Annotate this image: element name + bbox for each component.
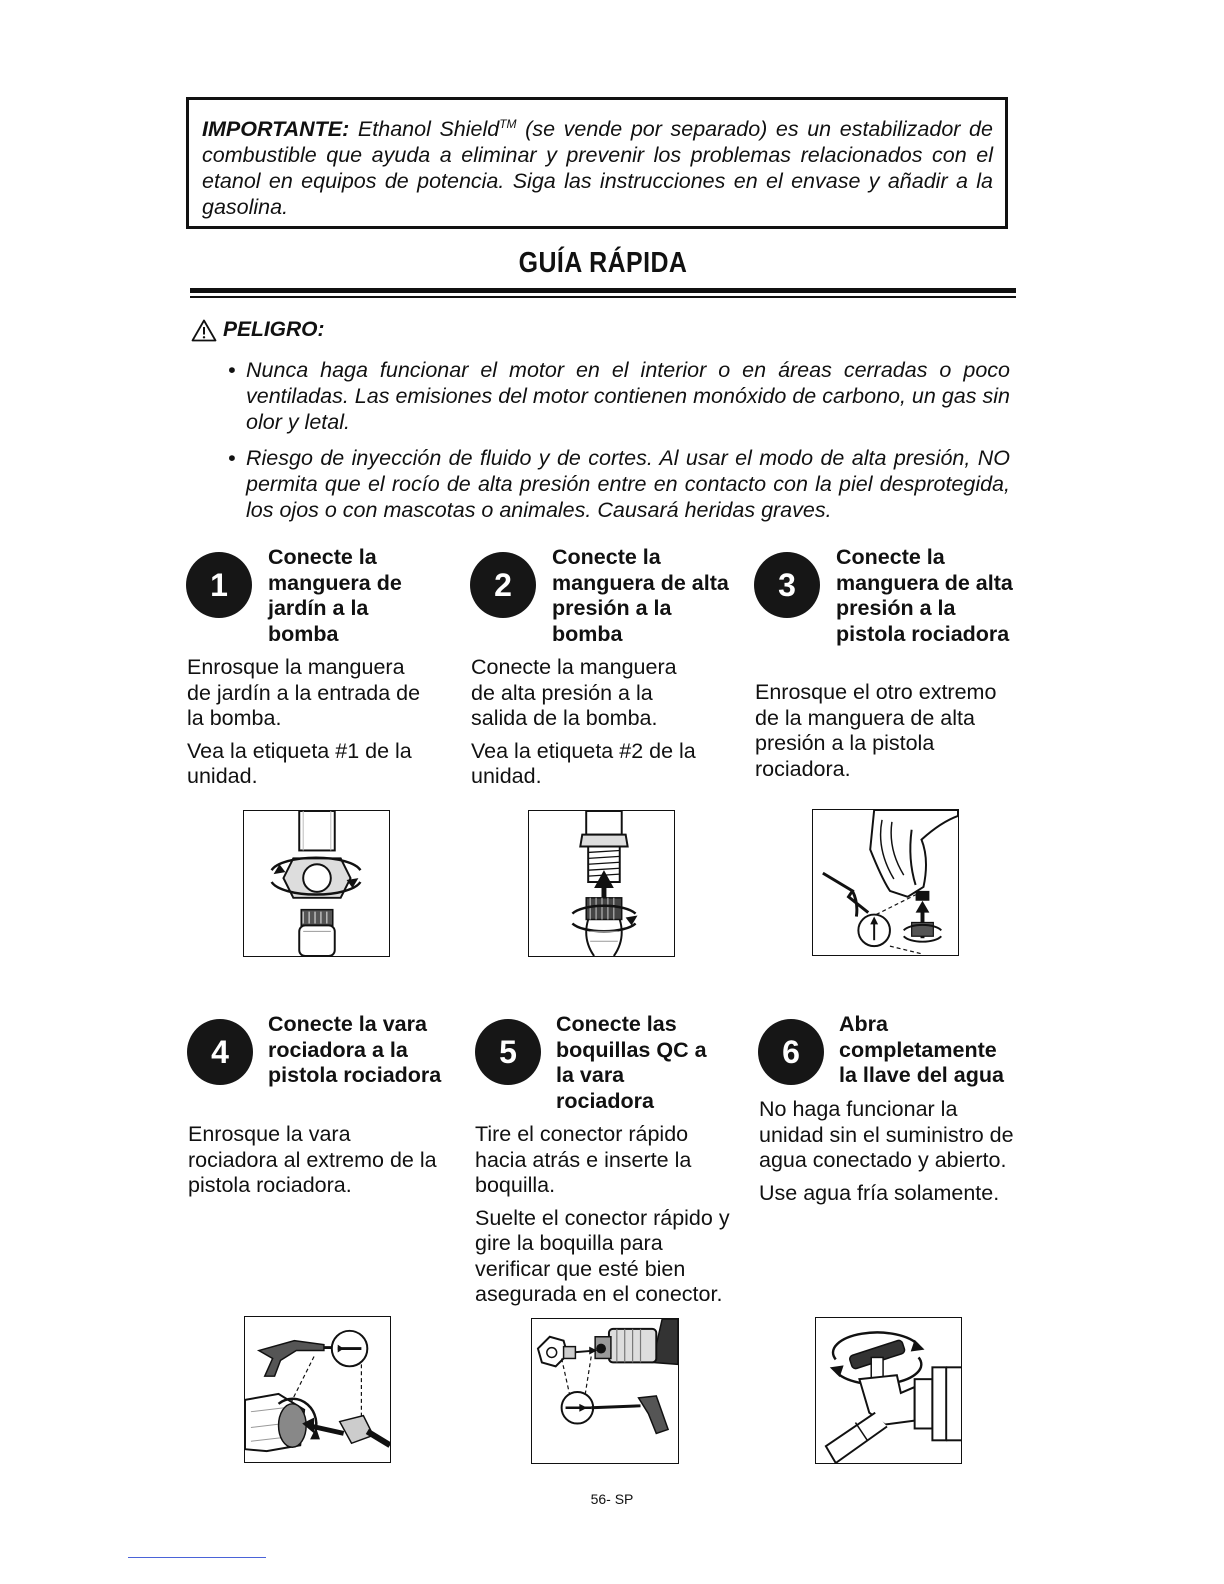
step-number-badge: 3: [754, 552, 820, 618]
step-body: [187, 655, 432, 797]
notice-brand: Ethanol Shield: [357, 117, 500, 141]
step-body: [755, 680, 1010, 789]
figure-qc-nozzle-wand: [531, 1318, 679, 1464]
step-instruction: Enrosque la vara rociadora al extremo de la pistola rociadora.: [188, 1122, 437, 1197]
step-heading: Conecte la manguera de jardín a la bomba: [268, 545, 402, 646]
notice-tm: TM: [499, 116, 517, 131]
step-instruction: Use agua fría solamente.: [759, 1180, 1000, 1205]
danger-bullet: • Riesgo de inyección de fluido y de cortes. Al usar el modo de alta presión, NO permita que el rocío de alta presión entre en contacto con la piel desprotegida, los ojos o con mascotas o animales. Causará heridas graves.: [228, 446, 1010, 522]
step-instruction: Enrosque el otro extremo de la manguera de alta presión a la pistola rociadora.: [755, 680, 997, 781]
notice-text: (se vende por separado) es un estabilizador de combustible que ayuda a eliminar y prevenir los problemas relacionados con el etanol en equipos de potencia. Siga las instrucciones en el envase y añadir a la gasolina.: [202, 117, 993, 219]
footer-rule: [128, 1557, 266, 1558]
step-body: [471, 655, 701, 797]
figure-pressure-hose-pump: [528, 810, 675, 957]
step-heading: Conecte la manguera de alta presión a la pistola rociadora: [836, 545, 1013, 646]
danger-bullet-text: Riesgo de inyección de fluido y de cortes. Al usar el modo de alta presión, NO permita que el rocío de alta presión entre en contacto con la piel desprotegida, los ojos o con mascotas o animales. Causará heridas graves.: [246, 446, 1010, 522]
danger-heading: [191, 318, 325, 342]
danger-bullet: • Nunca haga funcionar el motor en el interior o en áreas cerradas o poco ventiladas. Las emisiones del motor contienen monóxido de carbono, un gas sin olor y letal.: [228, 358, 1010, 434]
title-rule-thin: [190, 296, 1016, 298]
step-heading: Conecte la manguera de alta presión a la bomba: [552, 545, 729, 646]
step-number-badge: 1: [186, 552, 252, 618]
step-number-badge: 6: [758, 1019, 824, 1085]
figure-water-faucet: [815, 1317, 962, 1464]
step-instruction: Suelte el conector rápido y gire la boquilla para verificar que esté bien asegurada en el conector.: [475, 1205, 730, 1306]
step-body: [188, 1122, 443, 1206]
step-heading: Abra completamente la llave del agua: [839, 1012, 1004, 1087]
step-instruction: Enrosque la manguera de jardín a la entrada de la bomba.: [187, 655, 421, 730]
step-number-badge: 4: [187, 1019, 253, 1085]
warning-triangle-icon: [191, 319, 217, 342]
danger-bullet-text: Nunca haga funcionar el motor en el interior o en áreas cerradas o poco ventiladas. Las emisiones del motor contienen monóxido de carbono, un gas sin olor y letal.: [246, 358, 1010, 434]
step-number-badge: 5: [475, 1019, 541, 1085]
page-title: GUÍA RÁPIDA: [518, 247, 688, 279]
notice-label: IMPORTANTE:: [202, 117, 350, 141]
figure-wand-spray-gun: [244, 1316, 391, 1463]
step-instruction: No haga funcionar la unidad sin el suministro de agua conectado y abierto.: [759, 1097, 1014, 1172]
page-number: 56- SP: [590, 1491, 634, 1507]
step-heading: Conecte las boquillas QC a la vara rociadora: [556, 1012, 707, 1113]
step-body: [475, 1122, 743, 1315]
step-heading: Conecte la vara rociadora a la pistola rociadora: [268, 1012, 442, 1087]
step-instruction: Vea la etiqueta #1 de la unidad.: [187, 738, 412, 788]
title-rule-thick: [190, 288, 1016, 293]
important-notice: [186, 97, 1008, 229]
step-instruction: Conecte la manguera de alta presión a la salida de la bomba.: [471, 655, 677, 730]
danger-label: PELIGRO:: [223, 318, 325, 341]
figure-hose-spray-gun: [812, 809, 959, 956]
step-instruction: Tire el conector rápido hacia atrás e inserte la boquilla.: [475, 1122, 692, 1197]
step-instruction: Vea la etiqueta #2 de la unidad.: [471, 738, 696, 788]
step-number-badge: 2: [470, 552, 536, 618]
step-body: [759, 1097, 1019, 1213]
figure-garden-hose-pump: [243, 810, 390, 957]
